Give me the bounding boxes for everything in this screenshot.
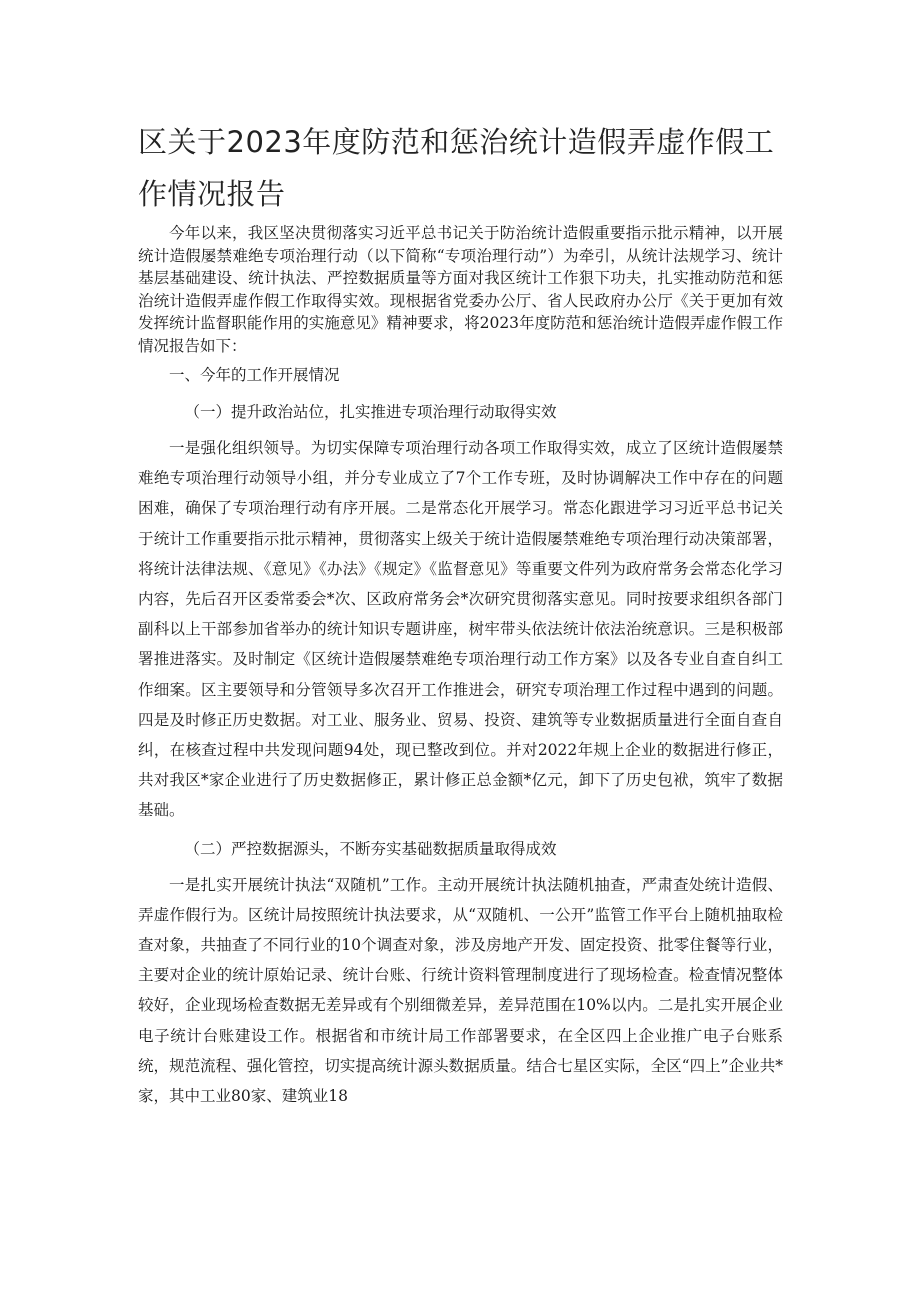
document-body <box>138 222 783 1111</box>
subsection-1-paragraph: 一是强化组织领导。为切实保障专项治理行动各项工作取得实效，成立了区统计造假屡禁难绝专项治理行动领导小组，并分专业成立了7个工作专班，及时协调解决工作中存在的问题困难，确保了专项治理行动有序开展。二是常态化开展学习。常态化跟进学习习近平总书记关于统计工作重要指示批示精神，贯彻落实上级关于统计造假屡禁难绝专项治理行动决策部署，将统计法律法规、《意见》《办法》《规定》《监督意见》等重要文件列为政府常务会常态化学习内容，先后召开区委常委会*次、区政府常务会*次研究贯彻落实意见。同时按要求组织各部门副科以上干部参加省举办的统计知识专题讲座，树牢带头依法统计依法治统意识。三是积极部署推进落实。及时制定《区统计造假屡禁难绝专项治理行动工作方案》以及各专业自查自纠工作细案。区主要领导和分管领导多次召开工作推进会，研究专项治理工作过程中遇到的问题。四是及时修正历史数据。对工业、服务业、贸易、投资、建筑等专业数据质量进行全面自查自纠，在核查过程中共发现问题94处，现已整改到位。并对2022年规上企业的数据进行修正，共对我区*家企业进行了历史数据修正，累计修正总金额*亿元，卸下了历史包袱，筑牢了数据基础。 <box>138 439 783 820</box>
subsection-heading-2: （二）严控数据源头，不断夯实基础数据质量取得成效 <box>184 839 557 858</box>
document-title: 区关于2023年度防范和惩治统计造假弄虚作假工作情况报告 <box>138 125 775 211</box>
intro-paragraph: 今年以来，我区坚决贯彻落实习近平总书记关于防治统计造假重要指示批示精神，以开展统计造假屡禁难绝专项治理行动（以下简称“专项治理行动”）为牵引，从统计法规学习、统计基层基础建设、统计执法、严控数据质量等方面对我区统计工作狠下功夫，扎实推动防范和惩治统计造假弄虚作假工作取得实效。现根据省党委办公厅、省人民政府办公厅《关于更加有效发挥统计监督职能作用的实施意见》精神要求，将2023年度防范和惩治统计造假弄虚作假工作情况报告如下： <box>138 224 783 355</box>
subsection-2-paragraph: 一是扎实开展统计执法“双随机”工作。主动开展统计执法随机抽查，严肃查处统计造假、弄虚作假行为。区统计局按照统计执法要求，从“双随机、一公开”监管工作平台上随机抽取检查对象，共抽查了不同行业的10个调查对象，涉及房地产开发、固定投资、批零住餐等行业，主要对企业的统计原始记录、统计台账、行统计资料管理制度进行了现场检查。检查情况整体较好，企业现场检查数据无差异或有个别细微差异，差异范围在10%以内。二是扎实开展企业电子统计台账建设工作。根据省和市统计局工作部署要求，在全区四上企业推广电子台账系统，规范流程、强化管控，切实提高统计源头数据质量。结合七星区实际，全区“四上”企业共*家，其中工业80家、建筑业18 <box>138 875 783 1106</box>
subsection-heading-1: （一）提升政治站位，扎实推进专项治理行动取得实效 <box>184 403 557 421</box>
section-heading-1: 一、今年的工作开展情况 <box>169 366 340 384</box>
